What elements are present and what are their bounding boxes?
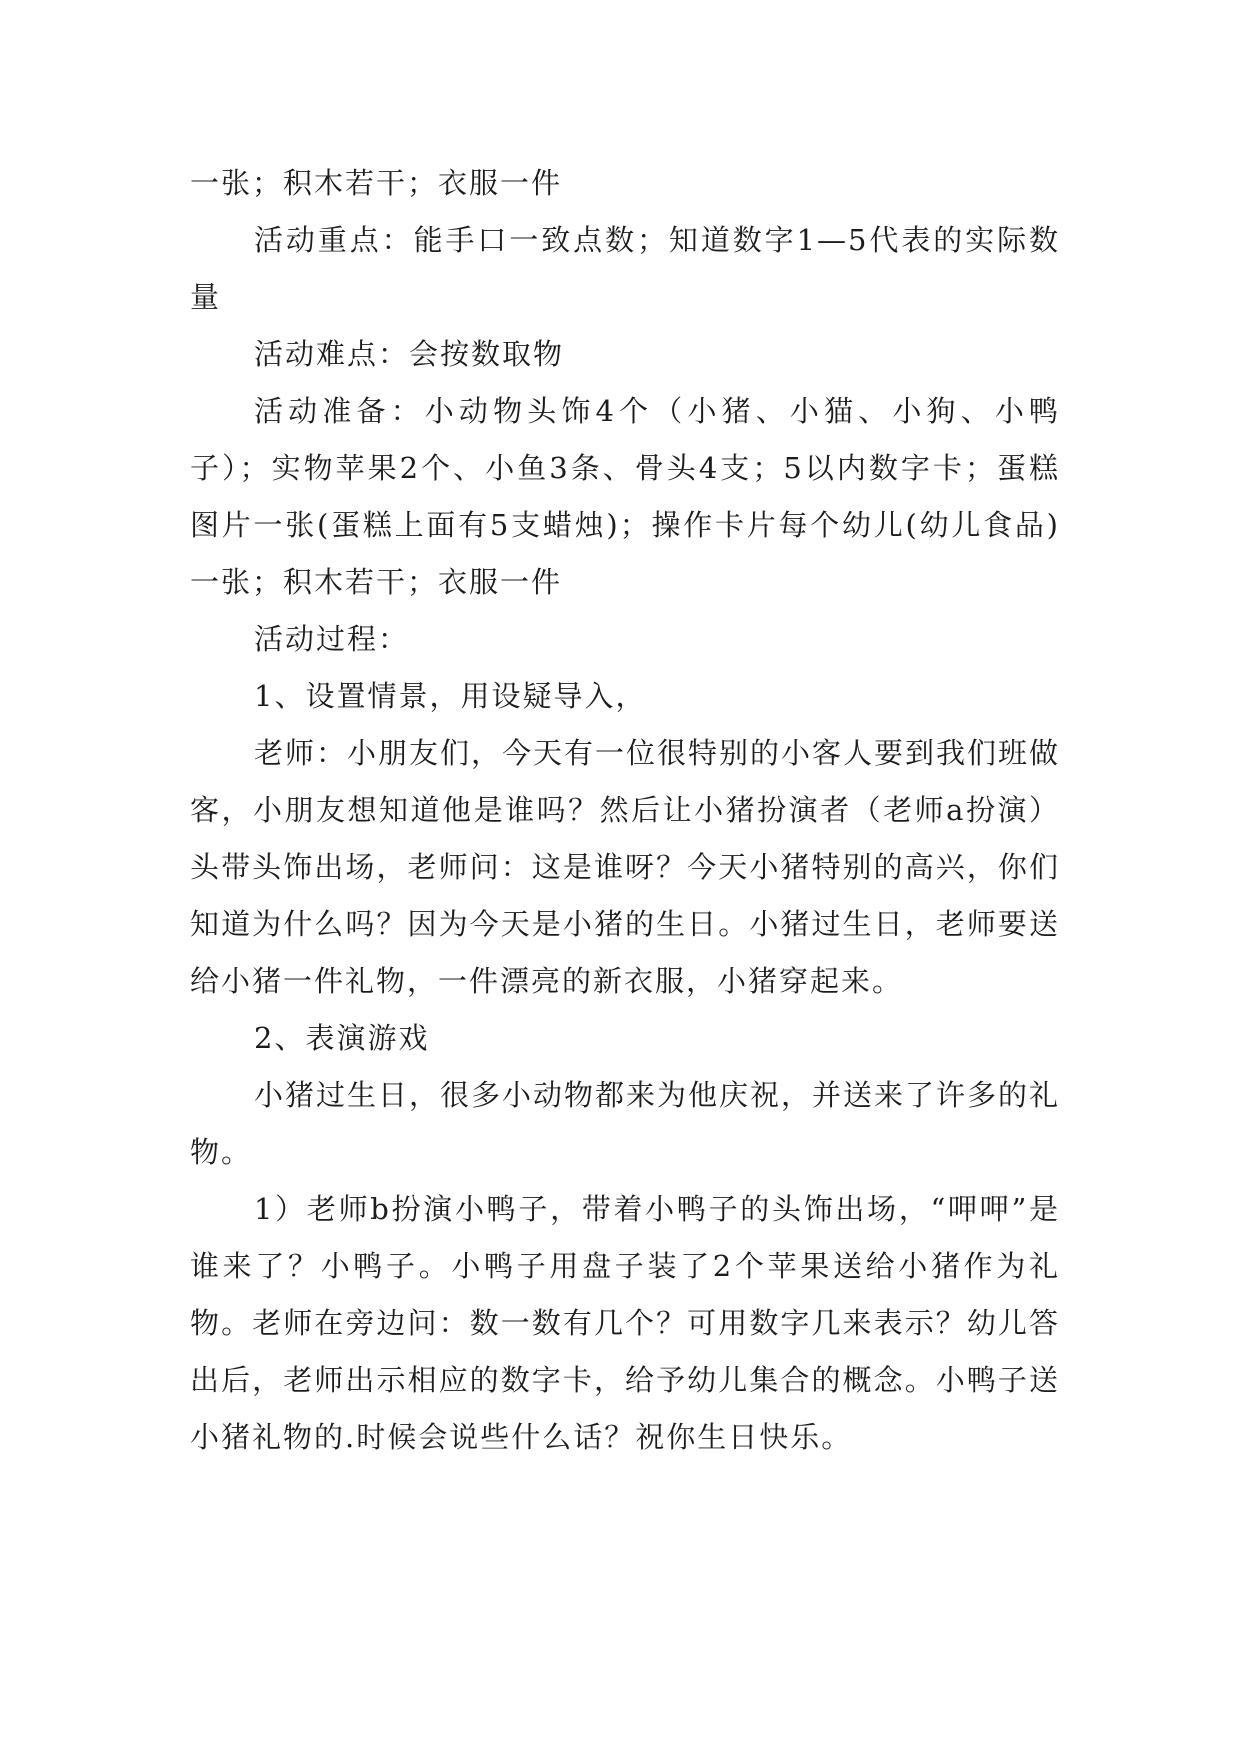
paragraph-difficulty: 活动难点：会按数取物	[254, 337, 565, 371]
paragraph-duck-gift: 1）老师b扮演小鸭子，带着小鸭子的头饰出场，“呷呷”是谁来了？小鸭子。小鸭子用盘子装了2个苹果送给小猪作为礼物。老师在旁边问：数一数有几个？可用数字几来表示？幼儿答出后，老师出示相应的数字卡，给予幼儿集合的概念。小鸭子送小猪礼物的.时候会说些什么话？祝你生日快乐。	[190, 1192, 1060, 1454]
paragraph-process-heading: 活动过程：	[254, 622, 410, 656]
paragraph-step-1: 1、设置情景，用设疑导入，	[254, 679, 647, 713]
paragraph-birthday: 小猪过生日，很多小动物都来为他庆祝，并送来了许多的礼物。	[190, 1078, 1061, 1169]
paragraph-teacher-intro: 老师：小朋友们，今天有一位很特别的小客人要到我们班做客，小朋友想知道他是谁吗？然后让小猪扮演者（老师a扮演）头带头饰出场，老师问：这是谁呀？今天小猪特别的高兴，你们知道为什么吗？因为今天是小猪的生日。小猪过生日，老师要送给小猪一件礼物，一件漂亮的新衣服，小猪穿起来。	[190, 736, 1061, 998]
paragraph-key-points: 活动重点：能手口一致点数；知道数字1—5代表的实际数量	[190, 223, 1060, 314]
paragraph-step-2: 2、表演游戏	[254, 1021, 430, 1055]
document-body	[190, 155, 1060, 1466]
paragraph-materials-continued: 一张；积木若干；衣服一件	[190, 166, 563, 200]
paragraph-preparation: 活动准备：小动物头饰4个（小猪、小猫、小狗、小鸭子）；实物苹果2个、小鱼3条、骨头4支；5以内数字卡；蛋糕图片一张(蛋糕上面有5支蜡烛)；操作卡片每个幼儿(幼儿食品)一张；积木若干；衣服一件	[190, 394, 1060, 599]
